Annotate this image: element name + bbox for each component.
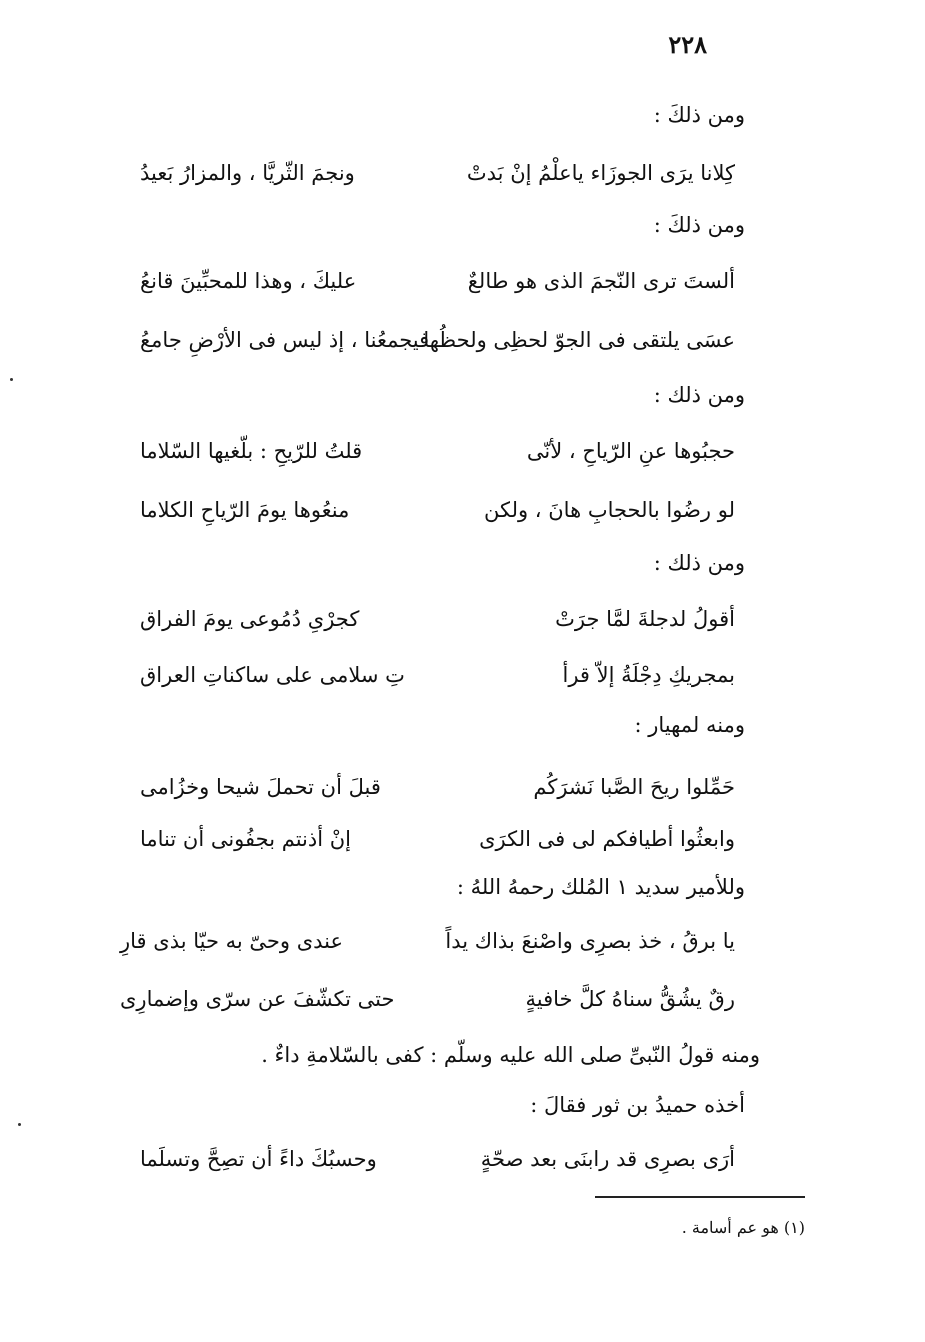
scan-speck [18,1123,21,1126]
section-header: ومن ذلكَ : [653,103,745,127]
footnote: (١) هو عم أسامة . [681,1218,805,1237]
verse-hemistich-2: قبلَ أن تحملَ شيحا وخزُامى [140,775,381,799]
scan-speck [10,378,13,381]
verse-hemistich-2: كجرْىِ دُمُوعى يومَ الفراق [140,607,360,631]
verse-hemistich-1: حَمِّلوا ريحَ الصَّبا نَشرَكُم [533,775,735,799]
section-header: وللأمير سديد ١ المُلك رحمهُ اللهُ : [456,875,745,899]
verse-hemistich-1: يا برقُ ، خذ بصرِى واصْنعَ بذاك يداً [445,929,735,953]
section-header: ومن ذلك : [653,551,745,575]
verse-hemistich-1: رقٌ يشُقُّ سناهُ كلَّ خافيةٍ [525,987,735,1011]
verse-hemistich-1: ألستَ ترى النّجمَ الذى هو طالعٌ [467,269,735,293]
verse-hemistich-2: وحسبُكَ داءً أن تصِحَّ وتسلَما [140,1147,377,1171]
section-header: أخذه حميدُ بن ثور فقالَ : [530,1093,745,1117]
verse-hemistich-2: قلتُ للرّيحِ : بلّغيها السّلاما [140,439,363,463]
verse-hemistich-2: تِ سلامى على ساكناتِ العراق [140,663,405,687]
verse-hemistich-2: عليكَ ، وهذا للمحبِّينَ قانعُ [140,269,357,293]
prose-line: ومنه قولُ النّبىِّ صلى الله عليه وسلّم : كفى بالسّلامةِ داءٌ . [261,1043,760,1067]
verse-hemistich-1: بمجريكِ دِجْلَةُ إلاّ قرأ [562,663,735,687]
verse-hemistich-2: إنْ أذنتم بجفُونى أن تناما [140,827,352,851]
verse-hemistich-1: أرَى بصرِى قد رابنَى بعد صحّةٍ [480,1147,735,1171]
verse-hemistich-2: فيجمعُنا ، إذ ليس فى الأرْضِ جامعُ [140,328,430,352]
verse-hemistich-2: عندى وحىّ به حيّا بذى قارِ [120,929,344,953]
verse-hemistich-2: حتى تكشّفَ عن سرّى وإضمارِى [120,987,395,1011]
section-header: ومن ذلك : [653,383,745,407]
verse-hemistich-1: أقولُ لدجلةَ لمَّا جرَتْ [555,607,735,631]
verse-hemistich-1: لو رضُوا بالحجابِ هانَ ، ولكن [484,498,735,522]
section-header: ومنه لمهيار : [634,713,745,737]
verse-hemistich-1: كِلانا يرَى الجوزَاء ياعلْمُ إنْ بَدتْ [466,161,735,185]
verse-hemistich-1: حجبُوها عنِ الرّياحِ ، لأنّى [526,439,735,463]
verse-hemistich-2: ونجمَ الثّريَّا ، والمزارُ بَعيدُ [140,161,355,185]
section-header: ومن ذلكَ : [653,213,745,237]
verse-hemistich-1: عسَى يلتقى فى الجوّ لحظِى ولحظُها [423,328,735,352]
page-number: ٢٢٨ [668,30,707,59]
footnote-rule [595,1196,805,1198]
verse-hemistich-2: منعُوها يومَ الرّياحِ الكلاما [140,498,350,522]
verse-hemistich-1: وابعثُوا أطيافكم لى فى الكرَى [479,827,735,851]
